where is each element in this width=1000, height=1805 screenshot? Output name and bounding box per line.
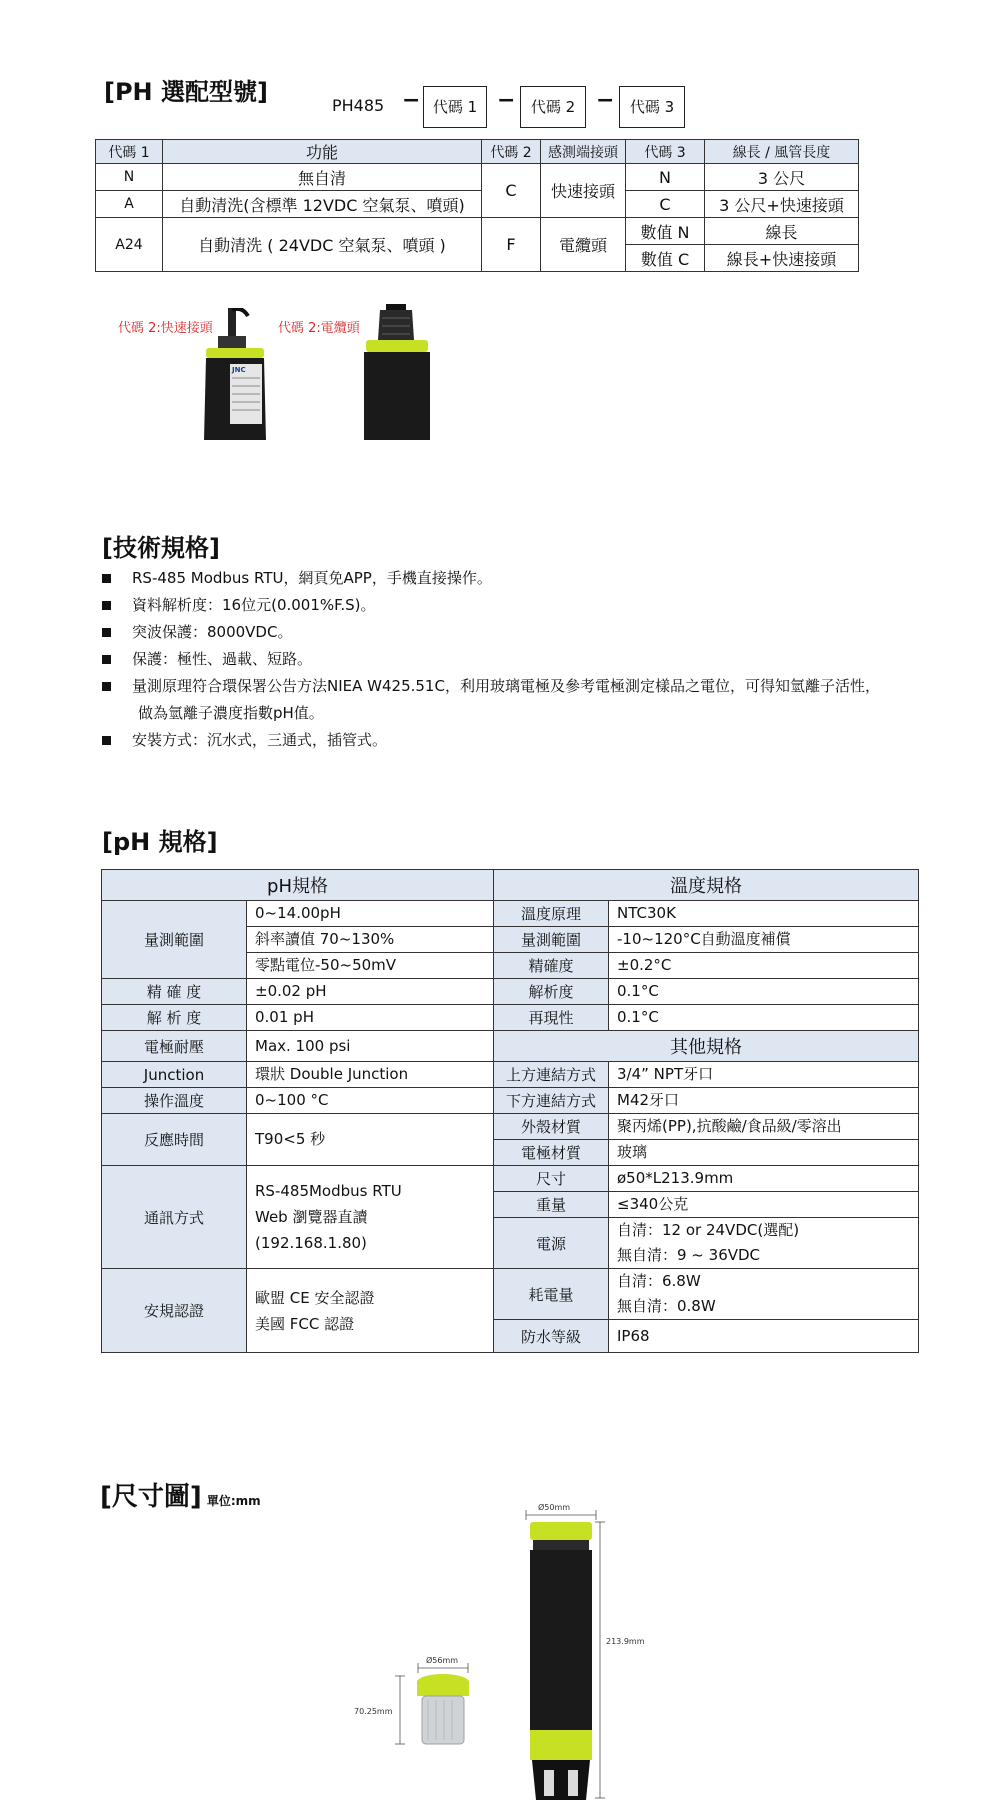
row2-function: 自動清洗(含標準 12VDC 空氣泵、噴頭) [163, 191, 482, 218]
ph-response: T90<5 秒 [247, 1114, 494, 1166]
length-value-n: 線長 [705, 218, 859, 245]
photo-label-cable: 代碼 2:電纜頭 [278, 321, 360, 336]
ph-spec-table [101, 869, 919, 1353]
ph-comm [247, 1166, 494, 1269]
row1-code1: N [96, 164, 163, 191]
dash-2: − [497, 88, 516, 113]
temp-principle-label: 溫度原理 [494, 901, 609, 927]
cap-height-label: 70.25mm [354, 1707, 393, 1716]
ph-accuracy: ±0.02 pH [247, 979, 494, 1005]
connector-quick: 快速接頭 [541, 164, 626, 218]
cert-line-1: 歐盟 CE 安全認證 [255, 1288, 375, 1307]
selection-heading: [PH 選配型號] [104, 78, 268, 106]
power-line-1: 自清：12 or 24VDC(選配) [617, 1221, 800, 1239]
lower-connection-label: 下方連結方式 [494, 1088, 609, 1114]
row3-code1: A24 [96, 218, 163, 272]
shell-material-label: 外殼材質 [494, 1114, 609, 1140]
bullet-icon [102, 736, 111, 745]
code3-n: N [626, 164, 705, 191]
temp-repeat: 0.1°C [609, 1005, 919, 1031]
ph-optemp-label: 操作溫度 [102, 1088, 247, 1114]
header-function: 功能 [163, 140, 482, 164]
weight-label: 重量 [494, 1192, 609, 1218]
dash-3: − [596, 88, 615, 113]
consumption-line-1: 自清：6.8W [617, 1272, 701, 1290]
tech-item-2: 資料解析度：16位元(0.001%F.S)。 [102, 592, 922, 619]
length-c: 3 公尺+快速接頭 [705, 191, 859, 218]
code3-value-n: 數值 N [626, 218, 705, 245]
dash-1: − [402, 88, 421, 113]
ph-heading: [pH 規格] [102, 828, 218, 856]
comm-line-1: RS-485Modbus RTU [255, 1182, 402, 1200]
waterproof-label: 防水等級 [494, 1320, 609, 1353]
ph-response-label: 反應時間 [102, 1114, 247, 1166]
electrode-material: 玻璃 [609, 1140, 919, 1166]
ph-pressure: Max. 100 psi [247, 1031, 494, 1062]
bullet-icon [102, 574, 111, 583]
temp-range-label: 量測範圍 [494, 927, 609, 953]
ph-accuracy-label: 精 確 度 [102, 979, 247, 1005]
temp-header: 溫度規格 [494, 870, 919, 901]
ph-comm-label: 通訊方式 [102, 1166, 247, 1269]
size-label: 尺寸 [494, 1166, 609, 1192]
ph-pressure-label: 電極耐壓 [102, 1031, 247, 1062]
temp-repeat-label: 再現性 [494, 1005, 609, 1031]
code-box-2: 代碼 2 [520, 86, 586, 128]
ph-range-2: 斜率讀值 70~130% [247, 927, 494, 953]
power-line-2: 無自清：9 ~ 36VDC [617, 1246, 761, 1264]
other-header: 其他規格 [494, 1031, 919, 1062]
consumption-label: 耗電量 [494, 1269, 609, 1320]
ph-optemp: 0~100 °C [247, 1088, 494, 1114]
bullet-icon [102, 682, 111, 691]
ph-header: pH規格 [102, 870, 494, 901]
tech-item-6: 安裝方式：沉水式，三通式，插管式。 [102, 727, 922, 754]
row1-function: 無自清 [163, 164, 482, 191]
ph-cert-label: 安規認證 [102, 1269, 247, 1353]
cable-gland-photo [362, 304, 432, 440]
tech-heading: [技術規格] [102, 534, 220, 562]
dimension-heading: [尺寸圖] [100, 1482, 202, 1512]
upper-connection: 3/4” NPT牙口 [609, 1062, 919, 1088]
code3-c: C [626, 191, 705, 218]
temp-accuracy: ±0.2°C [609, 953, 919, 979]
sensor-brand-label: JNC [232, 366, 246, 374]
power-value [609, 1218, 919, 1269]
comm-line-2: Web 瀏覽器直讀 [255, 1208, 368, 1226]
upper-connection-label: 上方連結方式 [494, 1062, 609, 1088]
tech-item-1: RS-485 Modbus RTU，網頁免APP，手機直接操作。 [102, 565, 922, 592]
dimension-drawing [350, 1500, 650, 1800]
connector-cable: 電纜頭 [541, 218, 626, 272]
ph-range-1: 0~14.00pH [247, 901, 494, 927]
code3-value-c: 數值 C [626, 245, 705, 272]
ph-junction: 環狀 Double Junction [247, 1062, 494, 1088]
code-box-1: 代碼 1 [423, 86, 487, 128]
bullet-icon [102, 655, 111, 664]
header-connector: 感測端接頭 [541, 140, 626, 164]
row3-function: 自動清洗 ( 24VDC 空氣泵、噴頭 ) [163, 218, 482, 272]
tech-item-3: 突波保護：8000VDC。 [102, 619, 922, 646]
selection-table [95, 139, 859, 272]
top-width-label: Ø50mm [538, 1503, 571, 1512]
bullet-icon [102, 601, 111, 610]
length-label: 213.9mm [606, 1637, 645, 1646]
power-label: 電源 [494, 1218, 609, 1269]
photo-label-quick: 代碼 2:快速接頭 [118, 321, 213, 336]
header-code2: 代碼 2 [482, 140, 541, 164]
dimension-heading-wrap [100, 1476, 261, 1513]
quick-connector-photo [200, 308, 270, 440]
consumption-line-2: 無自清：0.8W [617, 1297, 716, 1315]
header-length: 線長 / 風管長度 [705, 140, 859, 164]
ph-range-label: 量測範圍 [102, 901, 247, 979]
temp-range: -10~120°C自動溫度補償 [609, 927, 919, 953]
tech-item-5: 量測原理符合環保署公告方法NIEA W425.51C，利用玻璃電極及參考電極測定樣品之電位，可得知氫離子活性， 做為氫離子濃度指數pH值。 [102, 673, 922, 727]
lower-connection: M42牙口 [609, 1088, 919, 1114]
cap-width-label: Ø56mm [426, 1656, 459, 1665]
ph-resolution: 0.01 pH [247, 1005, 494, 1031]
cert-line-2: 美國 FCC 認證 [255, 1314, 355, 1333]
ph-resolution-label: 解 析 度 [102, 1005, 247, 1031]
shell-material: 聚丙烯(PP),抗酸鹼/食品級/零溶出 [609, 1114, 919, 1140]
header-code1: 代碼 1 [96, 140, 163, 164]
electrode-material-label: 電極材質 [494, 1140, 609, 1166]
code2-c: C [482, 164, 541, 218]
size-value: ø50*L213.9mm [609, 1166, 919, 1192]
code-box-3: 代碼 3 [619, 86, 685, 128]
temp-accuracy-label: 精確度 [494, 953, 609, 979]
tech-item-4: 保護：極性、過載、短路。 [102, 646, 922, 673]
length-n: 3 公尺 [705, 164, 859, 191]
weight-value: ≤340公克 [609, 1192, 919, 1218]
waterproof-value: IP68 [609, 1320, 919, 1353]
ph-range-3: 零點電位-50~50mV [247, 953, 494, 979]
tech-item-5-cont: 做為氫離子濃度指數pH值。 [138, 704, 324, 722]
temp-resolution: 0.1°C [609, 979, 919, 1005]
ph-cert [247, 1269, 494, 1353]
comm-line-3: (192.168.1.80) [255, 1234, 367, 1252]
row2-code1: A [96, 191, 163, 218]
bullet-icon [102, 628, 111, 637]
model-name: PH485 [332, 96, 385, 115]
code2-f: F [482, 218, 541, 272]
dimension-unit: 單位:mm [206, 1494, 261, 1508]
temp-principle: NTC30K [609, 901, 919, 927]
temp-resolution-label: 解析度 [494, 979, 609, 1005]
consumption-value [609, 1269, 919, 1320]
ph-junction-label: Junction [102, 1062, 247, 1088]
length-value-c: 線長+快速接頭 [705, 245, 859, 272]
header-code3: 代碼 3 [626, 140, 705, 164]
tech-spec-list [102, 565, 922, 754]
